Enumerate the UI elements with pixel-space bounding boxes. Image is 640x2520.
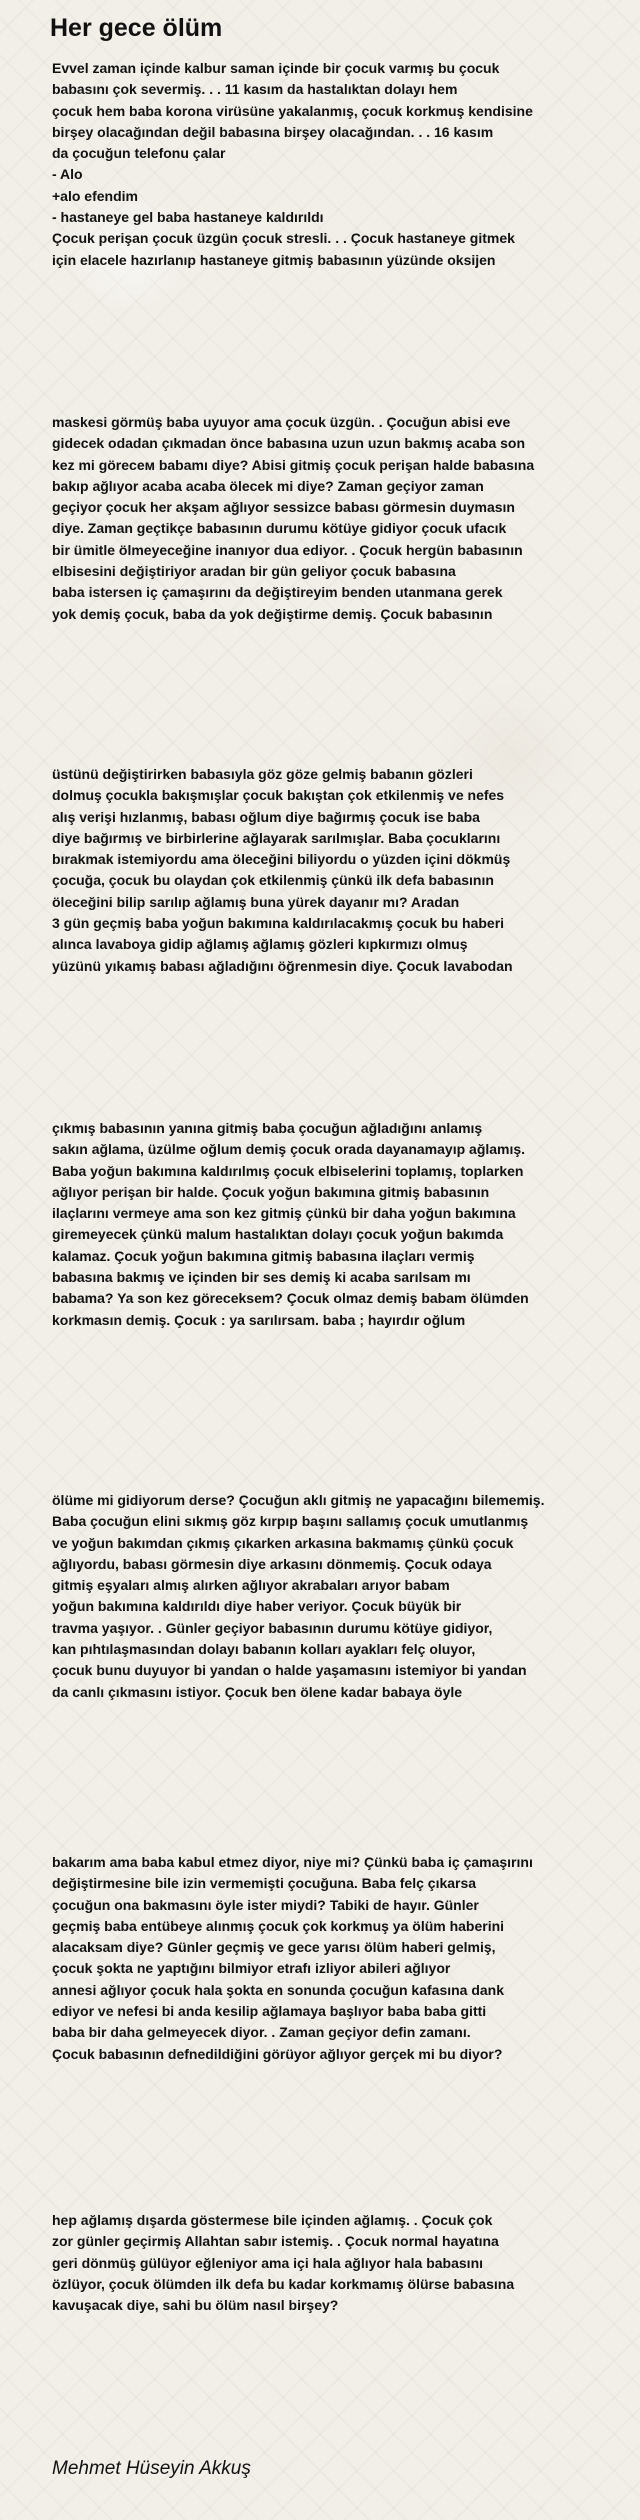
poem-line: travma yaşıyor. . Günler geçiyor babasının durumu kötüye gidiyor, <box>52 1619 493 1636</box>
poem-title: Her gece ölüm <box>50 14 223 42</box>
poem-line: sakın ağlama, üzülme oğlum demiş çocuk orada dayanamayıp ağlamış. <box>52 1141 526 1158</box>
poem-line: yüzünü yıkamış babası ağladığını öğrenmesin diye. Çocuk lavabodan <box>52 957 513 974</box>
poem-stanza-4 <box>52 1118 624 1331</box>
poem-line: çocuğa, çocuk bu olaydan çok etkilenmiş çünkü ilk defa babasının <box>52 872 494 889</box>
poem-line: dolmuş çocukla bakışmışlar çocuk bakıştan çok etkilenmiş ve nefes <box>52 787 505 804</box>
poem-line: diye bağırmış ve birbirlerine ağlayarak sarılmışlar. Baba çocuklarını <box>52 829 501 846</box>
poem-line: yoğun bakımına kaldırıldı diye haber veriyor. Çocuk büyük bir <box>52 1598 462 1615</box>
poem-line: - Alo <box>52 166 83 183</box>
poem-line: geçmiş baba entübeye alınmış çocuk çok korkmuş ya ölüm haberini <box>52 1917 505 1934</box>
poem-line: annesi ağlıyor çocuk hala şokta en sonunda çocuğun kafasına dank <box>52 1981 505 1998</box>
poem-line: maskesi görmüş baba uyuyor ama çocuk üzgün. . Çocuğun abisi eve <box>52 414 511 430</box>
poem-line: öleceğini bilip sarılıp ağlamış buna yürek dayanır mı? Aradan <box>52 893 460 910</box>
poem-line: üstünü değiştirirken babasıyla göz göze gelmiş babanın gözleri <box>52 766 473 782</box>
poem-stanza-2 <box>52 412 624 625</box>
poem-line: giremeyecek çünkü malum hastalıktan dolayı çocuk yoğun bakımda <box>52 1226 504 1243</box>
poem-stanza-7 <box>52 2210 624 2316</box>
poem-line: bırakmak istemiyordu ama öleceğini biliyordu o yüzden içini dökmüş <box>52 851 511 868</box>
poem-line: Çocuk babasının defnedildiğini görüyor ağlıyor gerçek mi bu diyor? <box>52 2045 503 2062</box>
poem-line: alış verişi hızlanmış, babası oğlum diye bağırmış çocuk ise baba <box>52 808 480 825</box>
poem-author: Mehmet Hüseyin Akkuş <box>52 2458 251 2479</box>
poem-line: Evvel zaman içinde kalbur saman içinde bir çocuk varmış bu çocuk <box>52 60 500 76</box>
poem-stanza-3 <box>52 764 624 977</box>
poem-line: çocuğun ona bakmasını öyle ister miydi? Tabiki de hayır. Günler <box>52 1896 479 1913</box>
poem-line: çocuk şokta ne yaptığını bilmiyor etrafı izliyor abileri ağlıyor <box>52 1960 451 1977</box>
poem-line: ediyor ve nefesi bi anda kesilip ağlamaya başlıyor baba baba gitti <box>52 2003 487 2020</box>
poem-line: +alo efendim <box>52 187 138 204</box>
poem-line: Çocuk perişan çocuk üzgün çocuk stresli. . . Çocuk hastaneye gitmek <box>52 230 515 247</box>
poem-line: da çocuğun telefonu çalar <box>52 145 226 162</box>
poem-line: çocuk bunu duyuyor bi yandan o halde yaşamasını istemiyor bi yandan <box>52 1662 527 1679</box>
poem-line: kez mi göreceм babamı diye? Abisi gitmiş çocuk perişan halde babasına <box>52 456 535 473</box>
poem-line: 3 gün geçmiş baba yoğun bakımına kaldırılacakmış çocuk bu haberi <box>52 915 505 932</box>
poem-stanza-1 <box>52 58 624 271</box>
poem-line: baba bir daha gelmeyecek diyor. . Zaman geçiyor defin zamanı. <box>52 2024 471 2041</box>
poem-line: özlüyor, çocuk ölümden ilk defa bu kadar korkmamış ölürse babasına <box>52 2275 515 2292</box>
poem-line: çocuk hem baba korona virüsüne yakalanmış, çocuk korkmuş kendisine <box>52 102 533 119</box>
poem-line: ilaçlarını vermeye ama son kez gitmiş çünkü bir daha yoğun bakımına <box>52 1205 516 1222</box>
poem-line: Baba yoğun bakımına kaldırılmış çocuk elbiselerini toplamış, toplarken <box>52 1162 524 1179</box>
poem-line: zor günler geçirmiş Allahtan sabır istemiş. . Çocuk normal hayatına <box>52 2233 499 2250</box>
poem-line: kan pıhtılaşmasından dolayı babanın kolları ayakları felç oluyor, <box>52 1641 476 1658</box>
poem-line: geri dönmüş gülüyor eğleniyor ama içi hala ağlıyor hala babasını <box>52 2254 484 2271</box>
poem-line: gitmiş eşyaları almış alırken ağlıyor akrabaları arıyor babam <box>52 1577 450 1594</box>
poem-line: geçiyor çocuk her akşam ağlıyor sessizce babası görmesin duymasın <box>52 499 515 516</box>
poem-line: korkmasın demiş. Çocuk : ya sarılırsam. baba ; hayırdır oğlum <box>52 1311 466 1328</box>
poem-line: bakıp ağlıyor acaba acaba ölecek mi diye? Zaman geçiyor zaman <box>52 477 484 494</box>
poem-line: baba istersen iç çamaşırını da değiştireyim benden utanmana gerek <box>52 584 503 601</box>
poem-line: ve yoğun bakımdan çıkmış çıkarken arkasına bakmamış çünkü çocuk <box>52 1534 514 1551</box>
poem-line: ağlıyor perişan bir halde. Çocuk yoğun bakımına gitmiş babasının <box>52 1183 490 1200</box>
poem-line: bakarım ama baba kabul etmez diyor, niye mi? Çünkü baba iç çamaşırını <box>52 1854 533 1870</box>
poem-line: babasını çok severmiş. . . 11 kasım da hastalıktan dolayı hem <box>52 81 458 98</box>
poem-stanza-6 <box>52 1852 624 2065</box>
poem-line: babama? Ya son kez göreceksem? Çocuk olmaz demiş babam ölümden <box>52 1290 529 1307</box>
poem-line: alacaksam diye? Günler geçmiş ve gece yarısı ölüm haberi gelmiş, <box>52 1939 496 1956</box>
poem-line: kavuşacak diye, sahi bu ölüm nasıl birşey? <box>52 2297 339 2314</box>
poem-line: kalamaz. Çocuk yoğun bakımına gitmiş babasına ilaçları vermiş <box>52 1247 475 1264</box>
poem-line: birşey olacağından değil babasına birşey olacağından. . . 16 kasım <box>52 123 494 140</box>
poem-line: ağlıyordu, babası görmesin diye arkasını dönmemiş. Çocuk odaya <box>52 1555 492 1572</box>
poem-line: çıkmış babasının yanına gitmiş baba çocuğun ağladığını anlamış <box>52 1120 483 1136</box>
poem-line: da canlı çıkmasını istiyor. Çocuk ben ölene kadar babaya öyle <box>52 1683 463 1700</box>
poem-line: yok demiş çocuk, baba da yok değiştirme demiş. Çocuk babasının <box>52 605 493 622</box>
poem-line: hep ağlamış dışarda göstermese bile içinden ağlamış. . Çocuk çok <box>52 2212 493 2228</box>
poem-stanza-5 <box>52 1490 624 1703</box>
poem-line: alınca lavaboya gidip ağlamış ağlamış gözleri kıpkırmızı olmuş <box>52 936 468 953</box>
poem-line: ölüme mi gidiyorum derse? Çocuğun aklı gitmiş ne yapacağını bilememiş. <box>52 1492 545 1508</box>
poem-line: Baba çocuğun elini sıkmış göz kırpıp başını sallamış çocuk umutlanmış <box>52 1513 529 1530</box>
poem-line: bir ümitle ölmeyeceğine inanıyor dua ediyor. . Çocuk hergün babasının <box>52 541 523 558</box>
poem-line: elbisesini değiştiriyor aradan bir gün geliyor çocuk babasına <box>52 563 456 580</box>
poem-line: için elacele hazırlanıp hastaneye gitmiş babasının yüzünde oksijen <box>52 251 496 268</box>
poem-line: değiştirmesine bile izin vermemişti çocuğuna. Baba felç çıkarsa <box>52 1875 477 1892</box>
poem-line: gidecek odadan çıkmadan önce babasına uzun uzun bakmış acaba son <box>52 435 526 452</box>
poem-line: diye. Zaman geçtikçe babasının durumu kötüye gidiyor çocuk ufacık <box>52 520 507 537</box>
poem-line: - hastaneye gel baba hastaneye kaldırıldı <box>52 209 324 226</box>
poem-line: babasına bakmış ve içinden bir ses demiş ki acaba sarılsam mı <box>52 1269 471 1286</box>
